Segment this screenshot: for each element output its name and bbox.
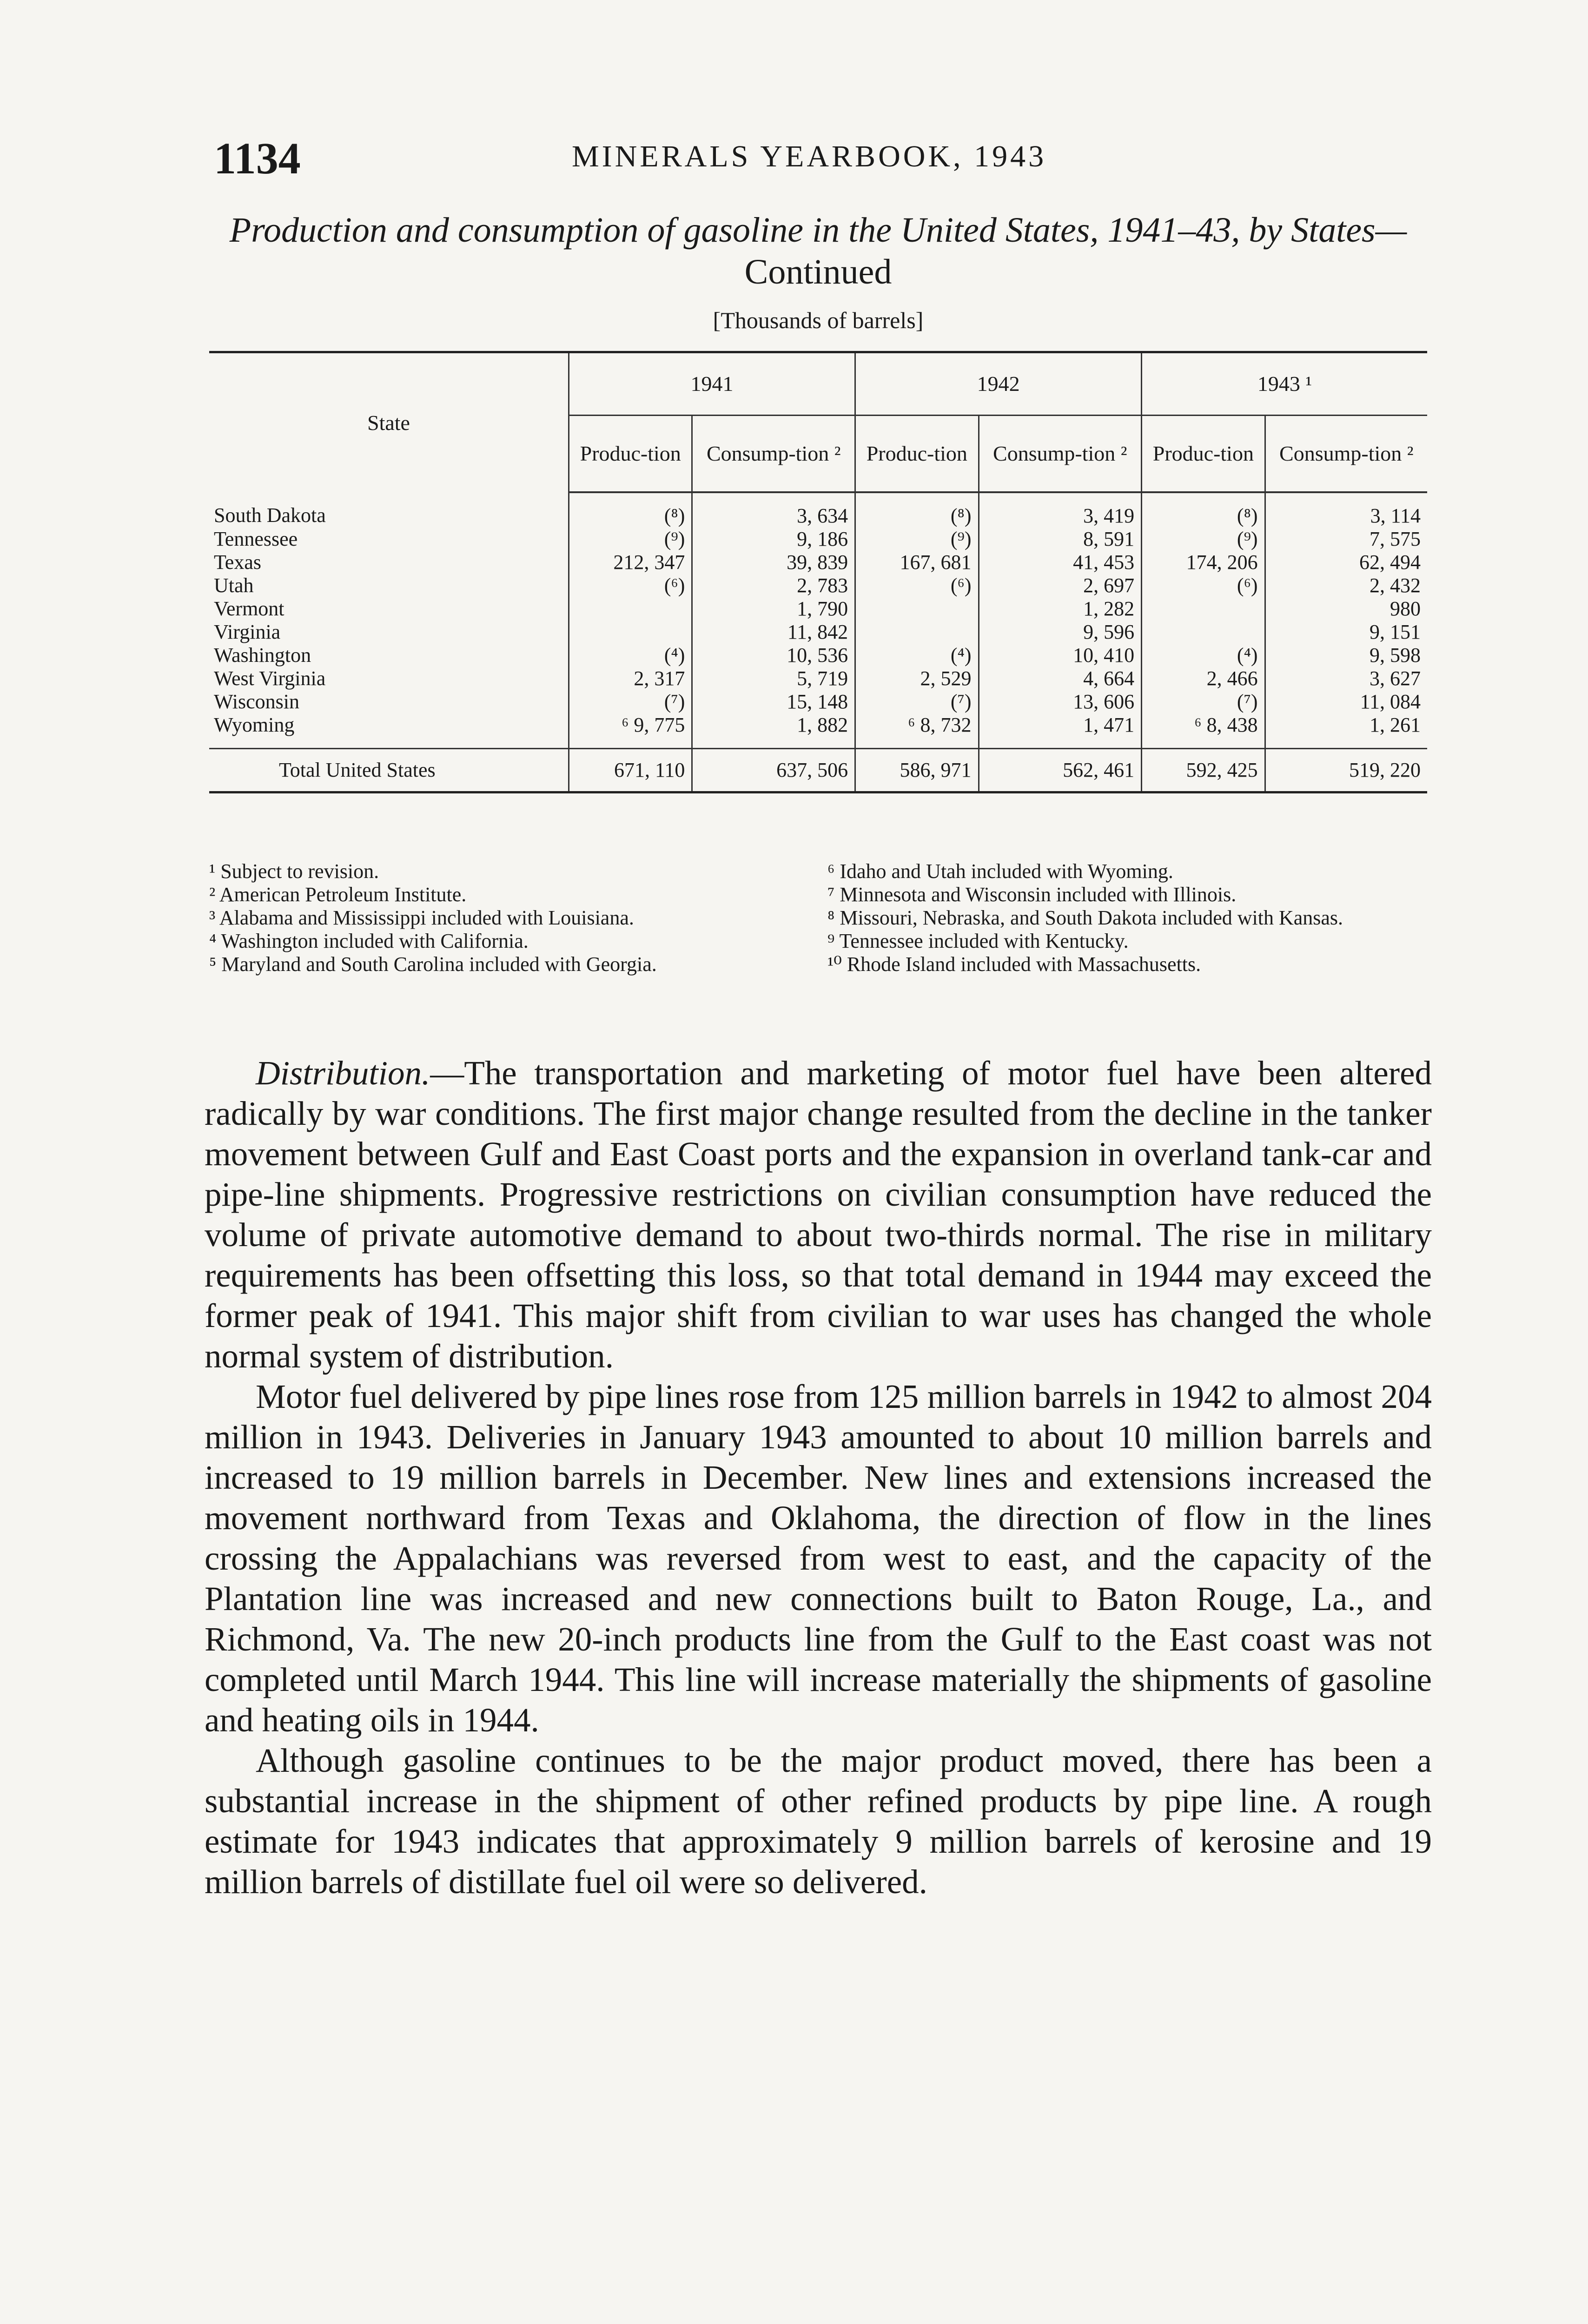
table-cell: 1, 261 [1370,713,1421,736]
state-name: South Dakota [209,492,569,528]
subheader-consumption: Consump-tion ² [1265,416,1427,493]
paragraph: Motor fuel delivered by pipe lines rose from 125 million barrels in 1942 to almost 204 million in 1943. Deliveries in January 1943 amounted to about 10 million barrels and increased to 19 million barrels in December. New lines and extensions increased the movement northward from Texas and Oklahoma, the direction of flow in the lines crossing the Appalachians was reversed from west to east, and the capacity of the Plantation line was increased and new connections built to Baton Rouge, La., and Richmond, Va. The new 20-inch products line from the Gulf to the East coast was not completed until March 1944. This line will increase materially the shipments of gasoline and heating oils in 1944. [205,1378,1432,1739]
table-cell: (⁹) [855,528,979,551]
table-row [209,492,1427,528]
table-row [209,528,1427,551]
footnote: ⁷ Minnesota and Wisconsin included with Illinois. [827,883,1237,906]
table-unit: [Thousands of barrels] [713,307,924,333]
table-cell: (⁹) [569,528,692,551]
table-cell: 980 [1390,597,1421,620]
table-cell: 7, 575 [1370,528,1421,550]
table-cell: ⁶ 9, 775 [569,713,692,749]
state-name: Wyoming [209,713,569,749]
footnotes-left-column [209,860,809,976]
subheader-production: Produc-tion [569,416,692,493]
table-row [209,667,1427,690]
table-cell: 174, 206 [1142,551,1265,574]
state-column-header: State [209,352,569,493]
table-cell: 10, 536 [692,644,855,667]
table-row [209,621,1427,644]
footnote: ⁸ Missouri, Nebraska, and South Dakota included with Kansas. [827,906,1343,929]
running-head: MINERALS YEARBOOK, 1943 [572,139,1047,173]
table-cell: 13, 606 [979,690,1142,713]
table-cell: 1, 790 [692,597,855,621]
total-cell: 519, 220 [1265,749,1427,792]
table-cell [1142,597,1265,621]
table-cell: ⁶ 8, 732 [855,713,979,749]
gasoline-table [209,351,1427,793]
table-row [209,551,1427,574]
table-cell: (⁴) [1142,644,1265,667]
total-cell: 671, 110 [569,749,692,792]
paragraph-text: —The transportation and marketing of motor fuel have been altered radically by war conditions. The first major change resulted from the decline in the tanker movement between Gulf and East Coast ports and the expansion in overland tank-car and pipe-line shipments. Progressive restrictions on civilian consumption have reduced the volume of private automotive demand to about two-thirds normal. The rise in military requirements has been offsetting this loss, so that total demand in 1944 may exceed the former peak of 1941. This major shift from civilian to war uses has changed the whole normal system of distribution. [205,1054,1432,1375]
page-number: 1134 [214,133,301,183]
table-cell: 4, 664 [979,667,1142,690]
table-row [209,644,1427,667]
footnote: ³ Alabama and Mississippi included with Louisiana. [209,906,634,929]
table-cell: 3, 114 [1370,504,1421,527]
table-cell: 2, 317 [569,667,692,690]
table-cell: (⁴) [569,644,692,667]
table-cell: 3, 419 [979,492,1142,528]
table-title: Production and consumption of gasoline in the United States, 1941–43, by States— [229,211,1407,250]
state-name: Utah [209,574,569,597]
footnotes-right-column [827,860,1427,976]
state-name: West Virginia [209,667,569,690]
footnote: ² American Petroleum Institute. [209,883,467,906]
total-cell: 592, 425 [1142,749,1265,792]
table-cell: 2, 783 [692,574,855,597]
table-cell: (⁷) [1142,690,1265,713]
state-name: Tennessee [209,528,569,551]
table-cell: 212, 347 [569,551,692,574]
table-cell: 2, 466 [1142,667,1265,690]
table-cell: 41, 453 [979,551,1142,574]
table-cell: (⁷) [569,690,692,713]
total-row [209,749,1427,792]
footnote: ⁵ Maryland and South Carolina included with Georgia. [209,953,657,976]
table-cell: 1, 282 [979,597,1142,621]
table-cell [1142,621,1265,644]
table-cell: (⁸) [569,492,692,528]
state-name: Wisconsin [209,690,569,713]
table-row [209,597,1427,621]
table-cell [569,621,692,644]
table-cell: (⁶) [1142,574,1265,597]
year-header-1943: 1943 ¹ [1142,352,1427,416]
subheader-production: Produc-tion [1142,416,1265,493]
table-cell: (⁸) [1142,492,1265,528]
table-cell: 62, 494 [1359,551,1421,574]
table-cell: 3, 627 [1370,667,1421,690]
table-cell: ⁶ 8, 438 [1142,713,1265,749]
table-cell: 11, 842 [692,621,855,644]
table-title-continued: Continued [744,252,892,291]
table-cell: 167, 681 [855,551,979,574]
table-cell: (⁴) [855,644,979,667]
table-cell: (⁸) [855,492,979,528]
paragraph-distribution [205,1053,1432,1376]
total-cell: 562, 461 [979,749,1142,792]
table-cell: 9, 596 [979,621,1142,644]
paragraph: Although gasoline continues to be the major product moved, there has been a substantial increase in the shipment of other refined products by pipe line. A rough estimate for 1943 indicates that approximately 9 million barrels of kerosine and 19 million barrels of distillate fuel oil were so delivered. [205,1742,1432,1901]
table-cell: (⁶) [855,574,979,597]
table-cell: 1, 882 [692,713,855,749]
table-cell: (⁶) [569,574,692,597]
table-caption [209,209,1427,334]
table-cell: 11, 084 [1360,690,1421,713]
table-cell: 5, 719 [692,667,855,690]
table-cell: 8, 591 [979,528,1142,551]
table-cell [855,621,979,644]
body-text [205,1053,1432,1902]
page-header [214,132,1432,193]
table-cell: 2, 697 [979,574,1142,597]
year-header-1942: 1942 [855,352,1142,416]
subheader-production: Produc-tion [855,416,979,493]
footnote: ¹⁰ Rhode Island included with Massachusetts. [827,953,1201,976]
table-cell: (⁹) [1142,528,1265,551]
table-cell: 1, 471 [979,713,1142,749]
footnote: ⁹ Tennessee included with Kentucky. [827,930,1129,952]
table-cell: 2, 529 [855,667,979,690]
table-cell: 15, 148 [692,690,855,713]
table-footnotes [209,860,1427,976]
table-cell: 9, 186 [692,528,855,551]
total-label: Total United States [209,749,569,792]
table-cell: 10, 410 [979,644,1142,667]
subheader-consumption: Consump-tion ² [979,416,1142,493]
total-cell: 637, 506 [692,749,855,792]
table-cell: 3, 634 [692,492,855,528]
state-name: Washington [209,644,569,667]
state-name: Texas [209,551,569,574]
state-name: Vermont [209,597,569,621]
table-cell: 9, 598 [1370,644,1421,667]
table-cell [569,597,692,621]
table-cell: 39, 839 [692,551,855,574]
state-name: Virginia [209,621,569,644]
table-cell: (⁷) [855,690,979,713]
footnote: ¹ Subject to revision. [209,860,379,883]
section-run-in-heading: Distribution. [256,1054,430,1092]
total-cell: 586, 971 [855,749,979,792]
table-row [209,690,1427,713]
table-cell: 2, 432 [1370,574,1421,597]
year-header-1941: 1941 [569,352,855,416]
footnote: ⁴ Washington included with California. [209,930,529,952]
table-cell [855,597,979,621]
footnote: ⁶ Idaho and Utah included with Wyoming. [827,860,1173,883]
table-row [209,713,1427,749]
table-cell: 9, 151 [1370,621,1421,643]
table-row [209,574,1427,597]
subheader-consumption: Consump-tion ² [692,416,855,493]
